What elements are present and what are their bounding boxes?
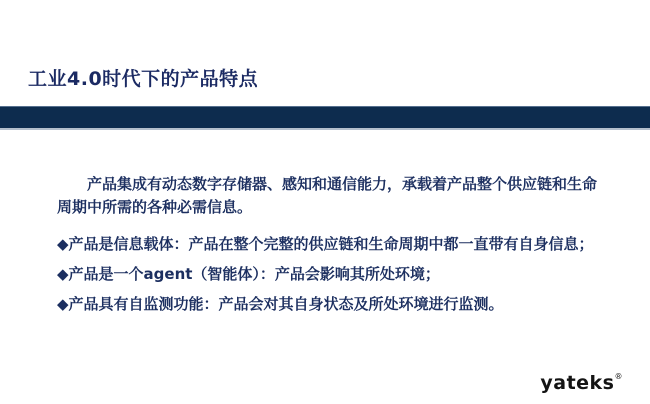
bullet-text: 产品具有自监测功能：产品会对其自身状态及所处环境进行监测。 xyxy=(68,295,504,313)
bullet-text: 产品是一个agent（智能体）：产品会影响其所处环境； xyxy=(68,265,440,283)
diamond-bullet-icon: ◆ xyxy=(57,265,69,283)
intro-paragraph: 产品集成有动态数字存储器、感知和通信能力，承载着产品整个供应链和生命周期中所需的各种必需信息。 xyxy=(57,175,598,216)
bullet-item xyxy=(57,263,605,285)
bullet-item xyxy=(57,233,605,255)
bullet-item xyxy=(57,293,605,315)
diamond-bullet-icon: ◆ xyxy=(57,235,69,253)
title-divider-bar xyxy=(0,106,650,130)
company-logo xyxy=(540,373,623,393)
logo-text: yateks xyxy=(540,372,615,394)
registered-trademark-icon: ® xyxy=(614,372,623,381)
bullet-text: 产品是信息载体：产品在整个完整的供应链和生命周期中都一直带有自身信息； xyxy=(68,235,594,253)
slide-title: 工业4.0时代下的产品特点 xyxy=(28,68,259,90)
diamond-bullet-icon: ◆ xyxy=(57,295,69,313)
slide-body xyxy=(57,173,605,323)
